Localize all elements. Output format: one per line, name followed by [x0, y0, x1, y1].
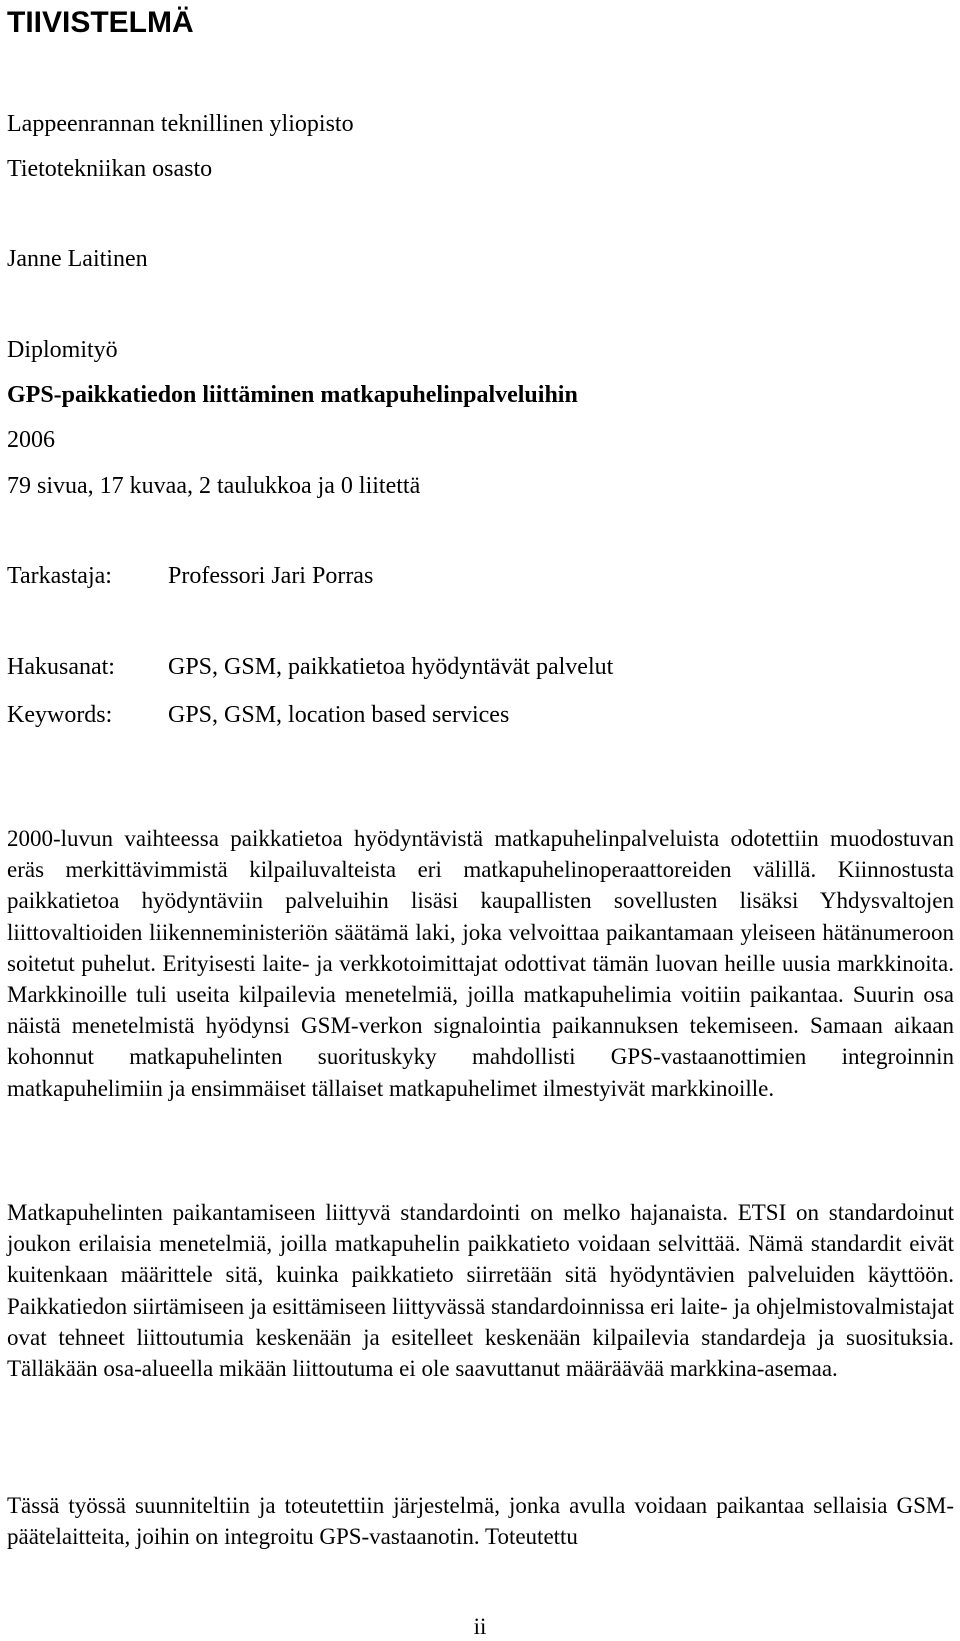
keywords-fi-label: Hakusanat: [7, 654, 115, 680]
keywords-fi-value: GPS, GSM, paikkatietoa hyödyntävät palvelut [168, 654, 614, 680]
thesis-stats: 79 sivua, 17 kuvaa, 2 taulukkoa ja 0 liitettä [7, 473, 421, 499]
thesis-type: Diplomityö [7, 337, 118, 363]
examiner-label: Tarkastaja: [7, 563, 112, 589]
page-number: ii [473, 1614, 487, 1639]
author-name: Janne Laitinen [7, 246, 148, 272]
thesis-year: 2006 [7, 427, 55, 453]
abstract-paragraph-2: Matkapuhelinten paikantamiseen liittyvä standardointi on melko hajanaista. ETSI on standardoinut joukon erilaisia menetelmiä, joilla matkapuhelin paikkatieto voidaan selvittää. Nämä standardit eivät kuitenkaan määrittele sitä, kuinka paikkatieto siirretään sitä hyödyntävien palveluiden käyttöön. Paikkatiedon siirtämiseen ja esittämiseen liittyvässä standardoinnissa eri laite- ja ohjelmistovalmistajat ovat tehneet liittoutumia keskenään ja esitelleet keskenään kilpailevia standardeja ja suosituksia. Tälläkään osa-alueella mikään liittoutuma ei ole saavuttanut määräävää markkina-asemaa. [7, 1200, 954, 1382]
abstract-paragraph-1: 2000-luvun vaihteessa paikkatietoa hyödyntävistä matkapuhelinpalveluista odotettiin muodostuvan eräs merkittävimmistä kilpailuvalteista eri matkapuhelinoperaattoreiden välillä. Kiinnostusta paikkatietoa hyödyntäviin palveluihin lisäsi kaupallisten sovellusten lisäksi Yhdysvaltojen liittovaltioiden liikenneministeriön säätämä laki, joka velvoittaa paikantamaan yleiseen hätänumeroon soitetut puhelut. Erityisesti laite- ja verkkotoimittajat odottivat tämän luovan heille uusia markkinoita. Markkinoille tuli useita kilpailevia menetelmiä, joilla matkapuhelimia voitiin paikantaa. Suurin osa näistä menetelmistä hyödynsi GSM-verkon signalointia paikannuksen tekemiseen. Samaan aikaan kohonnut matkapuhelinten suorituskyky mahdollisti GPS-vastaanottimien integroinnin matkapuhelimiin ja ensimmäiset tällaiset matkapuhelimet ilmestyivät markkinoille. [7, 826, 954, 1101]
page-heading: TIIVISTELMÄ [7, 6, 194, 39]
keywords-en-value: GPS, GSM, location based services [168, 702, 510, 728]
examiner-value: Professori Jari Porras [168, 563, 374, 589]
thesis-title: GPS-paikkatiedon liittäminen matkapuhelinpalveluihin [7, 382, 578, 408]
abstract-paragraph-3: Tässä työssä suunniteltiin ja toteutettiin järjestelmä, jonka avulla voidaan paikantaa sellaisia GSM-päätelaitteita, joihin on integroitu GPS-vastaanotin. Toteutettu [7, 1493, 954, 1550]
keywords-en-label: Keywords: [7, 702, 113, 728]
university-name: Lappeenrannan teknillinen yliopisto [7, 111, 354, 137]
department-name: Tietotekniikan osasto [7, 156, 213, 182]
